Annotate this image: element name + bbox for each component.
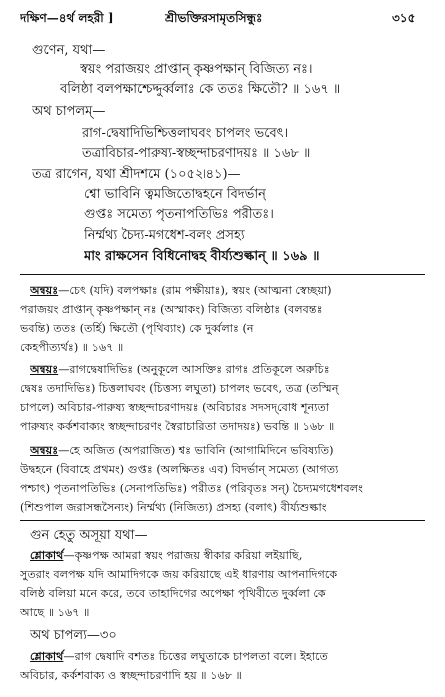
translation-line: অবিচার, কর্কশবাক্য ও স্বচ্ছন্দাচরণাদি হয় ॥ ১৬৮ ॥	[20, 669, 242, 682]
verse-line: স্বয়ং পরাজয়ং প্রাপ্তান্ কৃষ্ণপক্ষান্ বিজিত্য নঃ।	[80, 62, 313, 77]
translation-line: শ্লোকার্থ—কৃষ্ণপক্ষ আমরা স্বয়ং পরাজয় স্বীকার করিয়া লইয়াছি,	[30, 548, 303, 562]
translation-heading: শ্লোকার্থ	[30, 548, 64, 562]
verse-line: তত্র রাগেন, যথা শ্রীদশমে (১০৫২৷৪১)—	[32, 167, 241, 182]
header-book-title: শ্রীভক্তিরসামৃতসিন্ধুঃ	[165, 11, 263, 25]
translation-line: আছে ॥ ১৬৭ ॥	[20, 606, 90, 619]
commentary-line: উদ্বহনে (বিবাহে প্রথমং) গুপ্তঃ (অলক্ষিতঃ এব) বিদর্ভান্ সমেত্য (আগত্য	[20, 463, 339, 476]
commentary-line: পরাজয়ং প্রাপ্তান্ কৃষ্ণপক্ষান্ নঃ (অস্মাকং) বিজিত্য বলিষ্ঠাঃ (বলবন্তঃ	[20, 303, 323, 316]
commentary-line: পারুষ্যং কর্কশবাক্যং স্বচ্ছন্দাচরণং স্বৈরাচারিতা তদাদয়ঃ) ভবন্তি ॥ ১৬৮ ॥	[20, 420, 335, 433]
commentary-line: পশ্চাৎ) পৃতনাপতিভিঃ (সেনাপতিভিঃ) পরীতঃ (পরিবৃতঃ সন্) চৈদ্যমগধেশবলং	[20, 482, 363, 495]
verse-line: গুপ্তঃ সমেত্য পৃতনাপতিভিঃ পরীতঃ।	[84, 207, 274, 222]
verse-line: বলিষ্ঠা বলপক্ষাশ্চেদ্দুর্ব্বলাঃ কে ততঃ ক্ষিতৌ? ॥ ১৬৭ ॥	[60, 82, 341, 97]
commentary-heading: অন্বয়ঃ	[30, 362, 59, 376]
section-divider	[20, 274, 425, 275]
page-number: ৩১৫	[392, 11, 416, 25]
header-chapter: দক্ষিণ—৪র্থ লহরী ]	[20, 11, 114, 25]
verse-line: গুণেন, যথা—	[32, 43, 106, 58]
translation-line: সুতরাং বলপক্ষ যদি আমাদিগকে জয় করিয়াছে এই ধারণায় আপনাদিগকে	[20, 568, 338, 581]
commentary-line: (শিশুপাল জরাসন্ধসৈন্যং) নির্ম্মথ্য (নিজিত্য) প্রসহ্য (বলাৎ) বীর্য্যশুল্কাং	[20, 501, 327, 514]
translation-line: শ্লোকার্থ—রাগ দ্বেষাদি বশতঃ চিত্তের লঘুতাকে চাপলতা বলে। ইহাতে	[30, 649, 328, 663]
section-divider	[20, 520, 425, 521]
commentary-heading: অন্বয়ঃ	[30, 283, 59, 297]
commentary-line: অন্বয়ঃ—চেৎ (যদি) বলপক্ষাঃ (রাম পক্ষীয়াঃ), স্বয়ং (আত্মনা স্বেচ্ছয়া)	[30, 283, 332, 297]
verse-line: মাং রাক্ষসেন বিধিনোদ্বহ বীর্য্যশুল্কান্ ॥ ১৬৯ ॥	[84, 249, 320, 264]
commentary-heading: অন্বয়ঃ	[30, 443, 59, 457]
commentary-line: ভবন্তি) ততঃ (তর্হি) ক্ষিতৌ (পৃথিব্যাং) কে দুর্ব্বলাঃ (ন	[20, 322, 254, 335]
section-title: অথ চাপল্য—৩০	[30, 628, 117, 643]
verse-line: নির্ম্মথ্য চৈদ্য-মগধেশ-বলং প্রসহ্য	[84, 228, 245, 243]
translation-line: বলিষ্ঠ বলিয়া মনে করে, তবে তাহাদিগের অপেক্ষা পৃথিবীতে দুর্ব্বলা কে	[20, 587, 326, 600]
commentary-line: কেহপীত্যর্থঃ) ॥ ১৬৭ ॥	[20, 341, 124, 354]
commentary-line: অন্বয়ঃ—রাগদ্বেষাদিভিঃ (অনুকূলে আসক্তিঃ রাগঃ প্রতিকূলে অরুচিঃ	[30, 362, 330, 376]
verse-line: শ্বো ভাবিনি ত্বমজিতোদ্বহনে বিদর্ভান্	[84, 187, 266, 202]
commentary-line: অন্বয়ঃ—হে অজিত (অপরাজিত) শ্বঃ ভাবিনি (আগামিদিনে ভবিষ্যতি)	[30, 443, 334, 457]
verse-line: অথ চাপলম্—	[32, 104, 106, 119]
verse-line: রাগ-দ্বেষাদিভিশ্চিত্তলাঘবং চাপলং ভবেৎ।	[82, 126, 289, 141]
commentary-line: দ্বেষঃ তদাদিভিঃ) চিত্তলাঘবং (চিত্তস্য লঘুতা) চাপলং ভবেৎ, তত্র (তস্মিন্	[20, 382, 339, 395]
section-title: গুন হেতু অসূয়া যথা—	[30, 528, 148, 543]
translation-heading: শ্লোকার্থ	[30, 649, 64, 663]
commentary-line: চাপলে) অবিচার-পারুষ্য স্বচ্ছন্দাচরণাদয়ঃ (অবিচারঃ সদসদ্‌বোধ শূন্যতা	[20, 401, 330, 414]
verse-line: তত্রাবিচার-পারুষ্য-স্বচ্ছন্দাচরণাদয়ঃ ॥ ১৬৮ ॥	[82, 146, 311, 161]
